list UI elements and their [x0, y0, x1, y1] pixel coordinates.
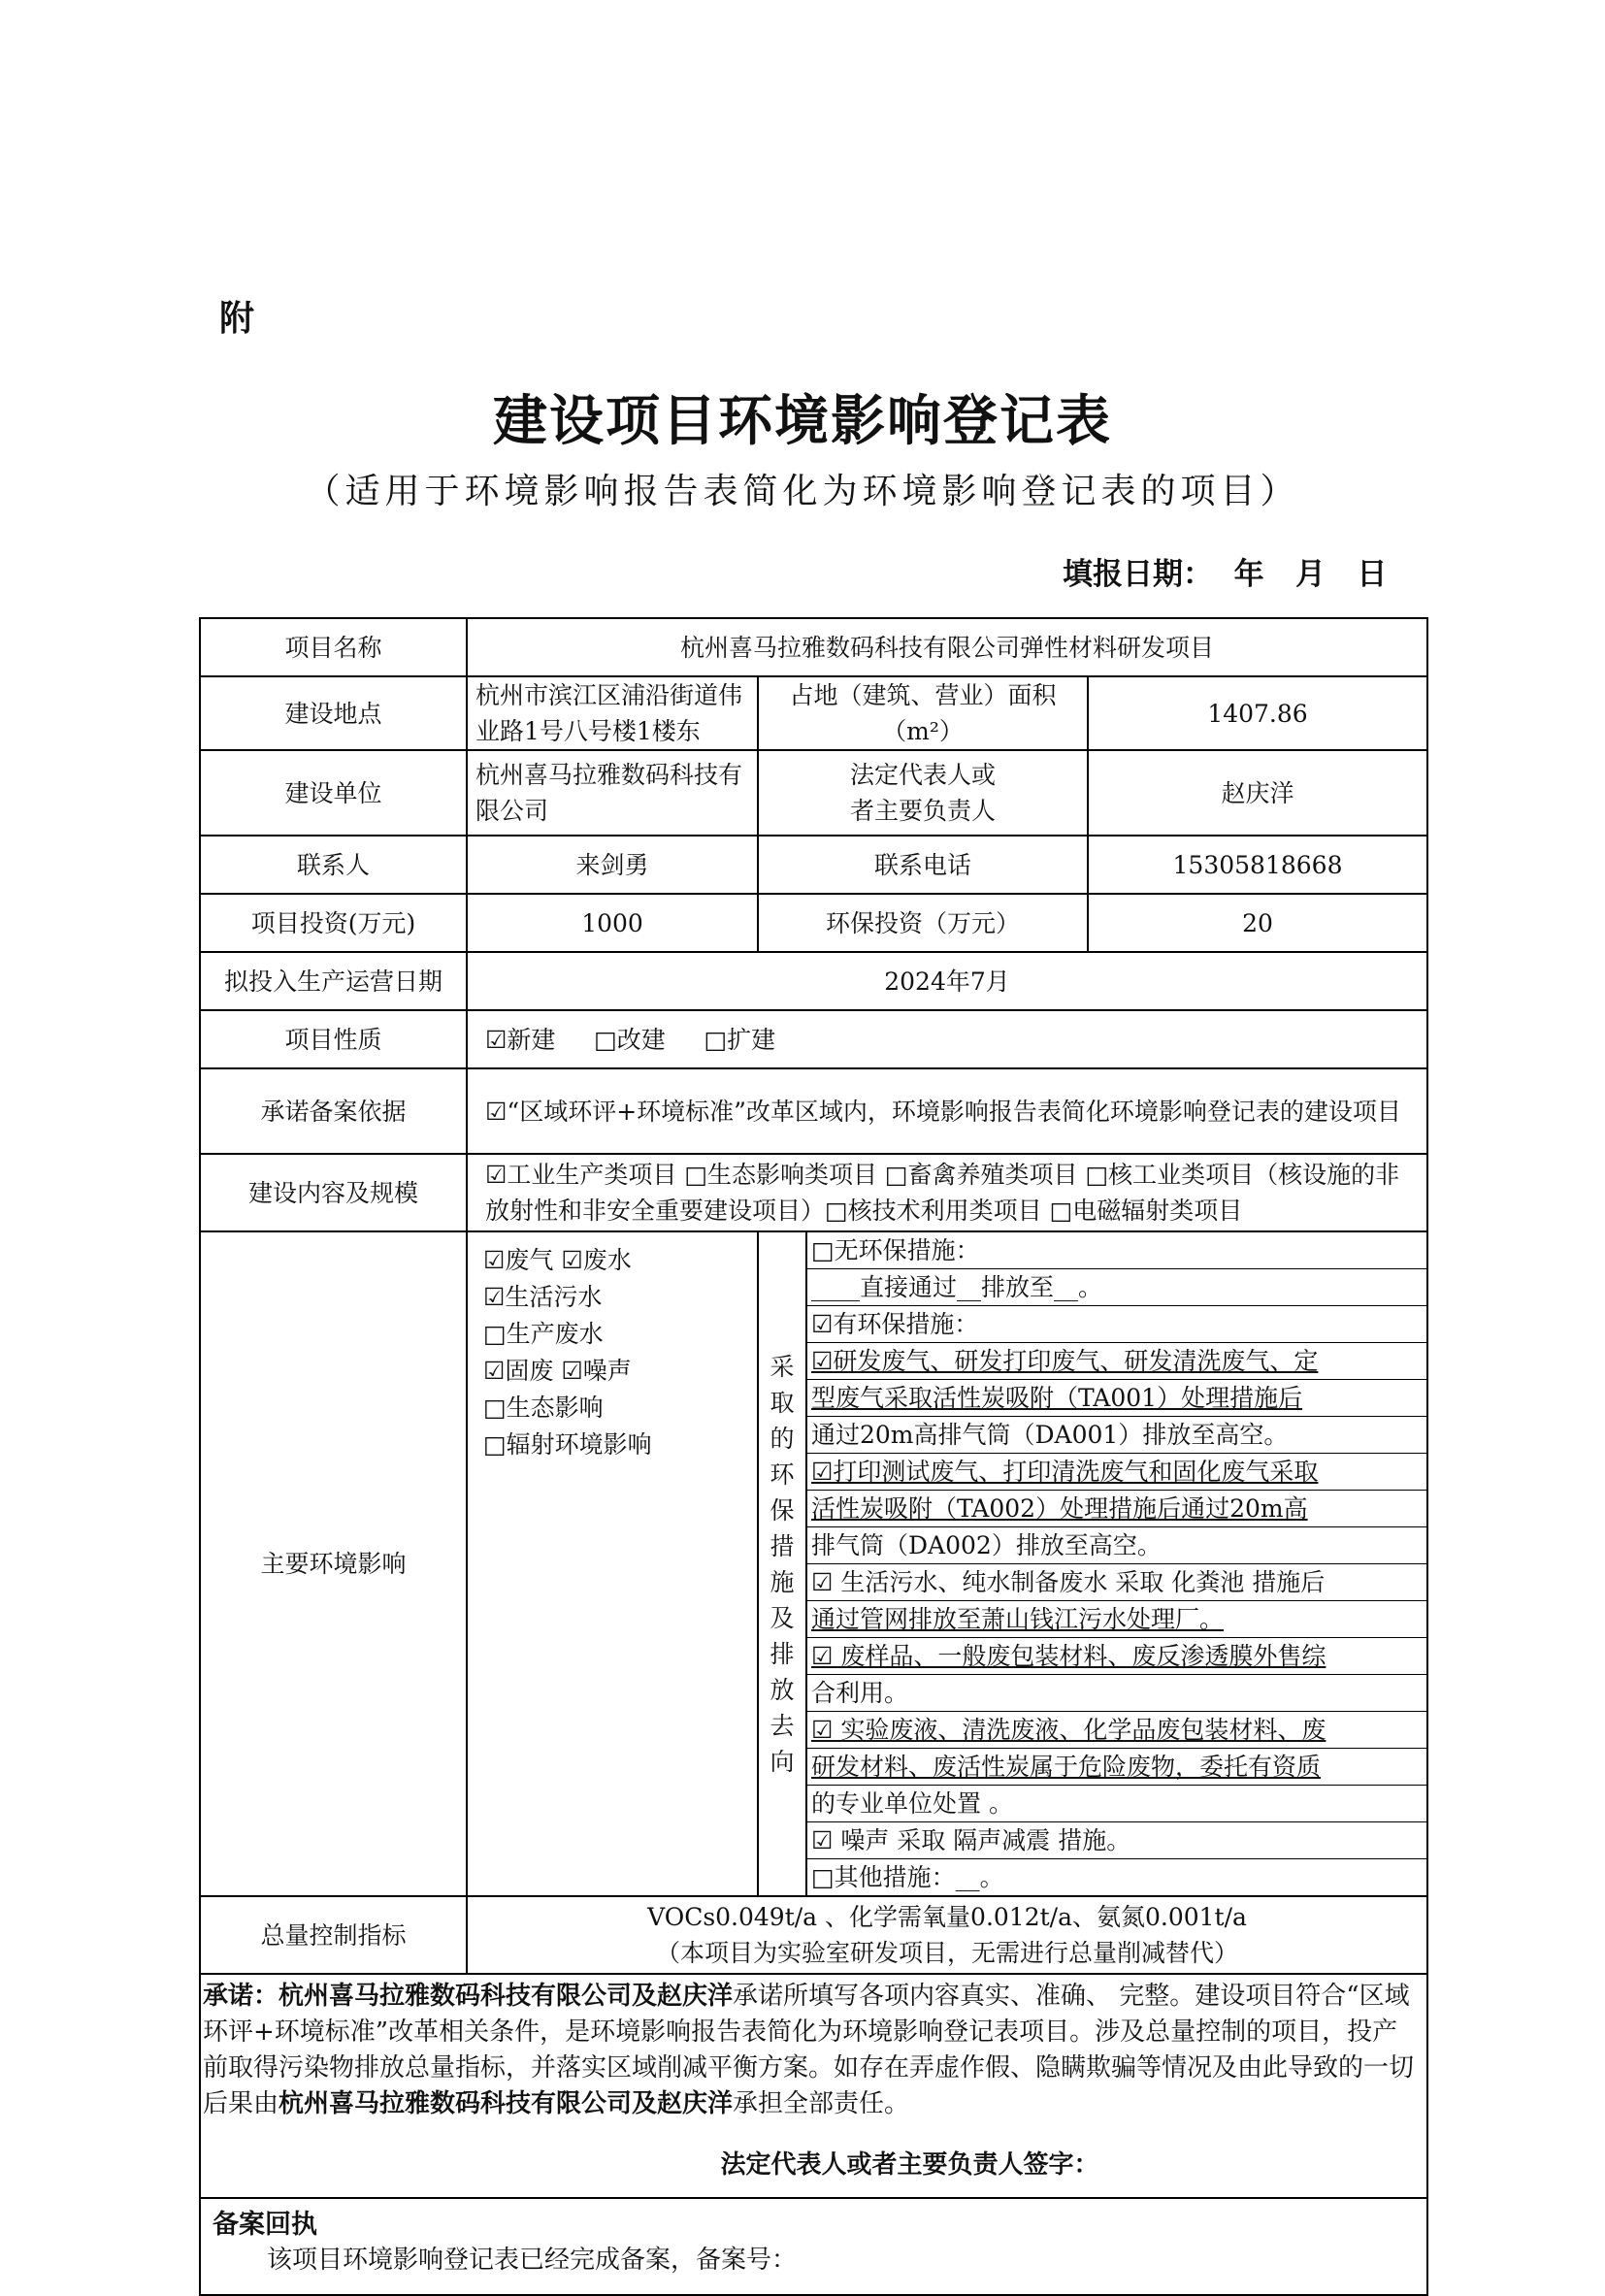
representative-value: 赵庆洋	[1088, 750, 1427, 836]
impact-item: □生产废水	[483, 1320, 604, 1348]
total-control-label: 总量控制指标	[200, 1896, 467, 1974]
measure-line: 排气筒（DA002）排放至高空。	[807, 1527, 1426, 1564]
project-name-value: 杭州喜马拉雅数码科技有限公司弹性材料研发项目	[467, 618, 1427, 676]
investment-value: 1000	[467, 894, 758, 952]
total-control-value	[467, 1896, 1427, 1974]
row-impact	[200, 1231, 1427, 1896]
measure-line: 通过20m高排气筒（DA001）排放至高空。	[807, 1417, 1426, 1454]
row-operation-date	[200, 952, 1427, 1010]
measure-line: 活性炭吸附（TA002）处理措施后通过20m高	[807, 1491, 1426, 1527]
promise-company: 杭州喜马拉雅数码科技有限公司及赵庆洋	[278, 1982, 734, 2011]
row-receipt	[200, 2198, 1427, 2295]
total-control-line-2: （本项目为实验室研发项目，无需进行总量削减替代）	[656, 1939, 1239, 1967]
row-basis	[200, 1068, 1427, 1154]
env-investment-label: 环保投资（万元）	[758, 894, 1088, 952]
phone-value: 15305818668	[1088, 836, 1427, 894]
nature-option-expand[interactable]: □扩建	[704, 1025, 776, 1054]
impact-item: ☑生活污水	[483, 1283, 603, 1311]
measure-line: ☑ 实验废液、清洗废液、化学品废包装材料、废	[807, 1712, 1426, 1749]
registration-table	[199, 617, 1428, 2296]
content-label: 建设内容及规模	[200, 1154, 467, 1231]
promise-text-2: 承担全部责任。	[733, 2089, 910, 2118]
measure-line: 合利用。	[807, 1675, 1426, 1712]
row-project-name	[200, 618, 1427, 676]
measure-line: 通过管网排放至萧山钱江污水处理厂。	[807, 1601, 1426, 1638]
measure-line: □无环保措施：	[807, 1232, 1426, 1269]
promise-text-1: 承诺所填写各项内容真实、准确、 完整。建设项目符合“区域环评+环境标准”改革相关条件，是环境影响报告表简化为环境影响登记表项目。涉及总量控制的项目，投产前取得污染物排放总量指标，并落实区域削减平衡方案。如存在弄虚作假、隐瞒欺骗等情况及由此导致的一切后果由	[203, 1982, 1415, 2118]
receipt-text: 该项目环境影响登记表已经完成备案，备案号：	[267, 2246, 798, 2275]
promise-label: 承诺：	[203, 1982, 279, 2011]
total-control-line-1: VOCs0.049t/a 、化学需氧量0.012t/a、氨氮0.001t/a	[647, 1903, 1247, 1931]
content-value: ☑工业生产类项目 □生态影响类项目 □畜禽养殖类项目 □核工业类项目（核设施的非放射性和非安全重要建设项目）□核技术利用类项目 □电磁辐射类项目	[467, 1154, 1427, 1231]
fill-date-label: 填报日期： 年 月 日	[1063, 557, 1388, 592]
signature-label: 法定代表人或者主要负责人签字：	[720, 2150, 1099, 2180]
contact-value: 来剑勇	[467, 836, 758, 894]
project-name-label: 项目名称	[200, 618, 467, 676]
impact-item: □辐射环境影响	[483, 1430, 652, 1459]
measure-line: □其他措施：__。	[811, 1863, 1004, 1891]
area-label: 占地（建筑、营业）面积（m²）	[758, 676, 1088, 750]
measures-label	[758, 1231, 806, 1896]
impact-item: ☑固废 ☑噪声	[483, 1357, 632, 1385]
location-label: 建设地点	[200, 676, 467, 750]
receipt-title: 备案回执	[213, 2210, 317, 2240]
measure-line: ☑ 生活污水、纯水制备废水 采取 化粪池 措施后	[807, 1564, 1426, 1601]
representative-label: 法定代表人或者主要负责人	[758, 750, 1088, 836]
promise-company-2: 杭州喜马拉雅数码科技有限公司及赵庆洋	[278, 2089, 734, 2118]
measures-list	[806, 1231, 1427, 1896]
basis-label: 承诺备案依据	[200, 1068, 467, 1154]
row-total-control	[200, 1896, 1427, 1974]
impact-label: 主要环境影响	[200, 1231, 467, 1896]
measures-label-text: 采取的环保措施及排放去向	[770, 1352, 795, 1776]
contact-label: 联系人	[200, 836, 467, 894]
investment-label: 项目投资(万元)	[200, 894, 467, 952]
promise-statement	[200, 1974, 1427, 2198]
measure-line: ☑ 噪声 采取 隔声减震 措施。	[807, 1822, 1426, 1859]
form-subtitle: （适用于环境影响报告表简化为环境影响登记表的项目）	[305, 472, 1300, 511]
row-location	[200, 676, 1427, 750]
unit-value: 杭州喜马拉雅数码科技有限公司	[467, 750, 758, 836]
nature-option-new[interactable]: ☑新建	[485, 1025, 556, 1054]
measure-line: ☑ 废样品、一般废包装材料、废反渗透膜外售综	[807, 1638, 1426, 1675]
row-nature	[200, 1010, 1427, 1068]
impact-item: □生态影响	[483, 1394, 604, 1422]
measure-line: 研发材料、废活性炭属于危险废物，委托有资质	[807, 1749, 1426, 1786]
receipt-section	[200, 2198, 1427, 2295]
measure-line: ____直接通过__排放至__。	[807, 1269, 1426, 1306]
basis-value: ☑“区域环评+环境标准”改革区域内，环境影响报告表简化环境影响登记表的建设项目	[467, 1068, 1427, 1154]
measure-line: ☑研发废气、研发打印废气、研发清洗废气、定	[807, 1343, 1426, 1380]
row-investment	[200, 894, 1427, 952]
operation-date-label: 拟投入生产运营日期	[200, 952, 467, 1010]
row-contact	[200, 836, 1427, 894]
unit-label: 建设单位	[200, 750, 467, 836]
measure-line: 型废气采取活性炭吸附（TA001）处理措施后	[807, 1380, 1426, 1417]
location-value: 杭州市滨江区浦沿街道伟业路1号八号楼1楼东	[467, 676, 758, 750]
attachment-label: 附	[219, 299, 255, 339]
measure-line: ☑打印测试废气、打印清洗废气和固化废气采取	[807, 1454, 1426, 1491]
nature-label: 项目性质	[200, 1010, 467, 1068]
form-title: 建设项目环境影响登记表	[493, 390, 1112, 453]
operation-date-value: 2024年7月	[467, 952, 1427, 1010]
env-investment-value: 20	[1088, 894, 1427, 952]
row-promise	[200, 1974, 1427, 2198]
impact-item: ☑废气 ☑废水	[483, 1246, 632, 1274]
impact-items	[467, 1231, 758, 1896]
nature-options	[467, 1010, 1427, 1068]
measure-line: 的专业单位处置 。	[807, 1786, 1426, 1822]
row-unit	[200, 750, 1427, 836]
phone-label: 联系电话	[758, 836, 1088, 894]
area-value: 1407.86	[1088, 676, 1427, 750]
nature-option-rebuild[interactable]: □改建	[594, 1025, 666, 1054]
measure-line: ☑有环保措施：	[807, 1306, 1426, 1343]
row-content	[200, 1154, 1427, 1231]
